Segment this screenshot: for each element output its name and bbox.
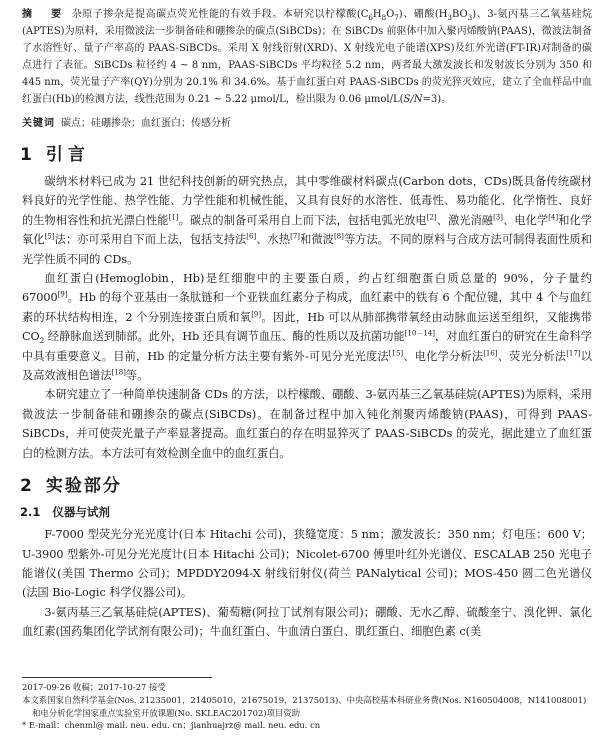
keywords-text: 碳点；硅硼掺杂；血红蛋白；传感分析 (61, 118, 231, 129)
abstract-label: 摘 要 (22, 9, 66, 20)
subsection-heading-instruments: 2.1 仪器与试剂 (20, 505, 110, 520)
footnote-funding: 本文系国家自然科学基金(Nos. 21235001，21405010，21675019，21375013)、中央高校基本科研业务费(Nos. N160504008，N141008001) (22, 694, 587, 705)
keywords (22, 115, 592, 132)
footnote-funding-continued: 和电分析化学国家重点实验室开放课题(No. SKLEAC201702)项目资助 (32, 707, 301, 718)
footnotes (22, 677, 592, 732)
reagents-paragraph: 3-氨丙基三乙氧基硅烷(APTES)、葡萄糖(阿拉丁试剂有限公司)；硼酸、无水乙醇、硫酸奎宁、溴化钾、氯化血红素(国药集团化学试剂有限公司)；牛血红蛋白、牛血清白蛋白、肌红蛋白、细胞色素 c(美 (22, 605, 592, 639)
keywords-label: 关键词 (22, 118, 55, 129)
abstract: 摘 要 杂原子掺杂是提高碳点荧光性能的有效手段。本研究以柠檬酸$(C_6H_8O_7)$、硼酸$(H_3BO_3)$、3-氨丙基三乙氧基硅烷(APTES)为原料，采用微波法一步制备硅和硼掺杂的碳点(SiBCDs)；在 SiBCDs 前驱体中加入聚丙烯酸钠(PAAS)，微波法制备了水溶性好、量子产率高的 PAAS-SiBCDs。采用 X 射线衍射(XRD)、X 射线光电子能谱(XPS)及红外光谱(FT-IR)对制备的碳点进行了表征。SiBCDs 粒径约 4 ~ 8 nm，PAAS-SiBCDs 平均粒径 5.2 nm，两者最大激发波长和发射波长分别为 350 和 445 nm，荧光量子产率(QY)分别为 20.1% 和 34.6%。基于血红蛋白对 PAAS-SiBCDs 的荧光猝灭效应，建立了全血样品中血红蛋白(Hb)的检测方法，线性范围为 0.21 ~ 5.22 μmol/L，检出限为 0.06 μmol/L(S/N=3)。 (22, 9, 592, 105)
instruments-paragraph: F-7000 型荧光分光光度计(日本 Hitachi 公司)，狭缝宽度：5 nm；激发波长：350 nm；灯电压：600 V；U-3900 型紫外-可见分光光度计(日本 Hitachi 公司)；Nicolet-6700 傅里叶红外光谱仪、ESCALAB 250 光电子能谱仪(美国 Thermo 公司)；MPDDY2094-X 射线衍射仪(荷兰 PANalytical 公司)；MOS-450 圆二色光谱仪(法国 Bio-Logic 科学仪器公司)。 (22, 528, 592, 600)
section-heading-experimental: 2 实验部分 (20, 476, 122, 497)
intro-paragraph-2: 血红蛋白(Hemoglobin，Hb)是红细胞中的主要蛋白质，约占红细胞蛋白质总量的 90%，分子量约 67000[9]。Hb 的每个亚基由一条肽链和一个亚铁血红素分子构成，血红素中的铁有 6 个配位键，其中 4 个与血红素的环状结构相连，2 个分别连接蛋白质和氧[9]。因此，Hb 可以从肺部携带氧经由动脉血运送至组织，又能携带 $CO_2$ 经静脉血送到肺部。此外，Hb 还具有调节血压、酶的性质以及抗菌功能[10－14]，对血红蛋白的研究在生命科学中具有重要意义。目前，Hb 的定量分析方法主要有紫外-可见分光光度法[15]、电化学分析法[16]、荧光分析法[17]以及高效液相色谱法[18]等。 (22, 272, 592, 383)
intro-paragraph-3: 本研究建立了一种简单快速制备 CDs 的方法，以柠檬酸、硼酸、3-氨丙基三乙氧基硅烷(APTES)为原料，采用微波法一步制备硅和硼掺杂的碳点(SiBCDs)。在制备过程中加入钝化剂聚丙烯酸钠(PAAS)，可得到 PAAS-SiBCDs，并可使荧光量子产率显著提高。血红蛋白的存在明显猝灭了 PAAS-SiBCDs 的荧光，据此建立了血红蛋白的检测方法。本方法可有效检测全血中的血红蛋白。 (22, 388, 592, 460)
section-heading-introduction: 1 引言 (20, 145, 90, 165)
intro-paragraph-1: 碳纳米材料已成为 21 世纪科技创新的研究热点，其中零维碳材料碳点(Carbon dots，CDs)既具备传统碳材料良好的光学性能、热学性能、力学性能和机械性能，又具有良好的水溶性、低毒性、易功能化、化学惰性、良好的生物相容性和抗光漂白性能[1]。碳点的制备可采用自上而下法，包括电弧光放电[2]、激光消融[3]、电化学[4]和化学氧化[5]法；亦可采用自下而上法，包括支持法[6]、水热[7]和微波[8]等方法。不同的原料与合成方法可制得表面性质和光学性质不同的 CDs。 (22, 175, 592, 266)
footnote-email: * E-mail：chenml@ mail. neu. edu. cn；jianhuajrz@ mail. neu. edu. cn (22, 720, 321, 731)
footnote-received-date: 2017-09-26 收稿；2017-10-27 接受 (22, 682, 166, 692)
footnote-divider (22, 677, 212, 678)
